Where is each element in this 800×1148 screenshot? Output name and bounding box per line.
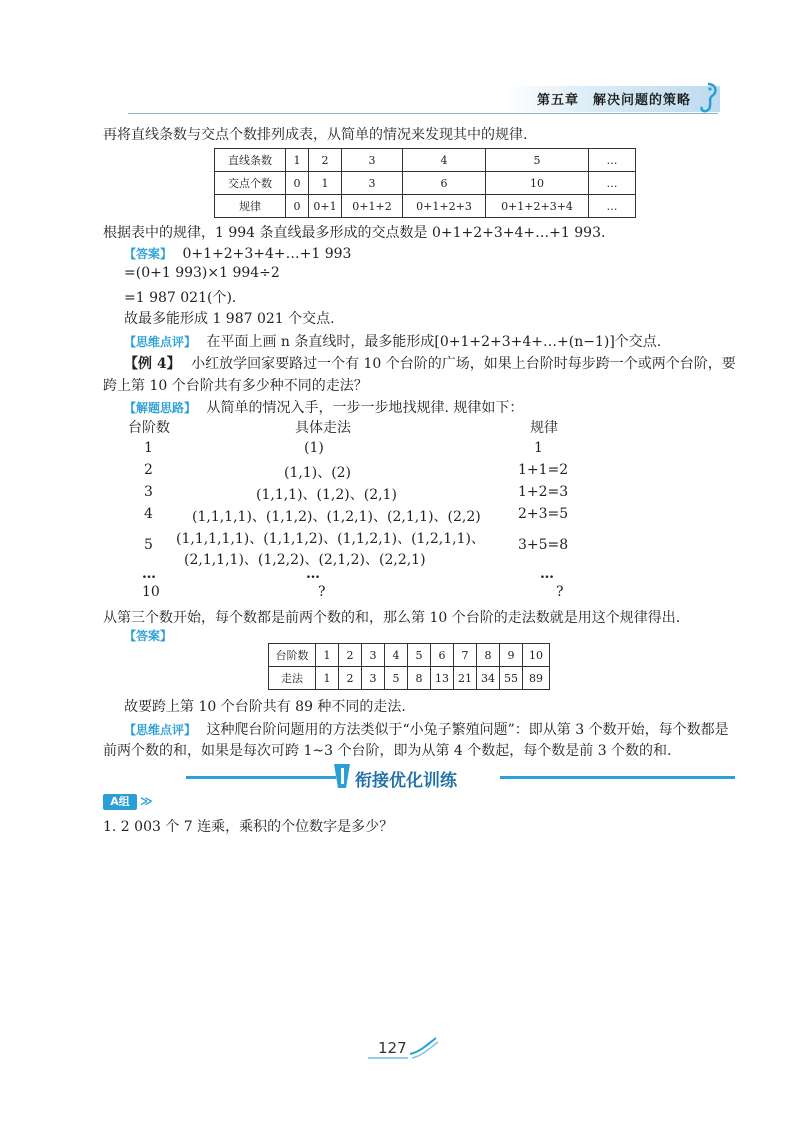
- table-cell: 0+1+2+3+4: [486, 195, 589, 218]
- answer-1: [124, 245, 351, 262]
- table-cell: 34: [477, 667, 500, 690]
- step-rule: 3+5=8: [518, 537, 569, 553]
- table-cell: 10: [486, 172, 589, 195]
- answer-line: 故最多能形成 1 987 021 个交点.: [124, 311, 335, 327]
- table-cell: 4: [385, 644, 408, 667]
- table-cell: 10: [523, 644, 550, 667]
- steps-header-rule: 规律: [530, 420, 558, 436]
- conclusion-2: 从第三个数开始，每个数都是前两个数的和，那么第 10 个台阶的走法数就是用这个规律得出.: [103, 610, 681, 626]
- table-cell: 1: [316, 667, 339, 690]
- solve-approach: [124, 397, 523, 417]
- step-n: …: [142, 566, 156, 582]
- step-rule: …: [540, 566, 554, 582]
- chapter-title: 第五章 解决问题的策略: [537, 93, 692, 108]
- solve-tag: 【解题思路】: [124, 401, 197, 415]
- step-ways: (1,1)、(2): [284, 465, 352, 481]
- comment-text: 这种爬台阶问题用的方法类似于“小兔子繁殖问题”：即从第 3 个数开始，每个数都是: [206, 722, 729, 738]
- step-rule: 1+2=3: [518, 484, 569, 500]
- table-cell: 6: [431, 644, 454, 667]
- group-arrow-icon: ≫: [140, 794, 153, 808]
- table-cell: 台阶数: [269, 644, 316, 667]
- conclusion-3: 故要跨上第 10 个台阶共有 89 种不同的走法.: [124, 699, 406, 715]
- table-cell: 1: [309, 172, 342, 195]
- seahorse-icon: [690, 80, 720, 114]
- table-cell: 9: [500, 644, 523, 667]
- step-ways: …: [306, 566, 320, 582]
- lines-intersections-table: [214, 148, 636, 218]
- step-n: 4: [144, 506, 153, 522]
- table-cell: 走法: [269, 667, 316, 690]
- comment-text: 在平面上画 n 条直线时，最多能形成[0+1+2+3+4+…+(n−1)]个交点.: [206, 334, 662, 350]
- table-cell: 5: [408, 644, 431, 667]
- table-cell: 5: [486, 149, 589, 172]
- table-cell: 21: [454, 667, 477, 690]
- answer-line: =(0+1 993)×1 994÷2: [124, 265, 280, 281]
- table-cell: 规律: [215, 195, 286, 218]
- step-ways: ?: [318, 584, 326, 600]
- comment-2-line2: 前两个数的和，如果是每次可跨 1~3 个台阶，即为从第 4 个数起，每个数是前 3 个数的和.: [103, 743, 672, 759]
- table-cell: 3: [342, 172, 403, 195]
- table-row: [215, 195, 636, 218]
- intro-text: 再将直线条数与交点个数排列成表，从简单的情况来发现其中的规律.: [103, 127, 528, 143]
- step-rule: 2+3=5: [518, 506, 569, 522]
- steps-header-ways: 具体走法: [295, 420, 351, 436]
- header-rule: [128, 113, 718, 114]
- table-cell: 55: [500, 667, 523, 690]
- table-row: [269, 644, 550, 667]
- table-cell: 89: [523, 667, 550, 690]
- answer-2-tag: [124, 627, 172, 644]
- table-row: [269, 667, 550, 690]
- table-cell: 8: [408, 667, 431, 690]
- table-cell: 7: [454, 644, 477, 667]
- step-rule: 1+1=2: [518, 462, 569, 478]
- table-cell: 0: [286, 172, 309, 195]
- table-cell: 交点个数: [215, 172, 286, 195]
- table-cell: 2: [339, 644, 362, 667]
- answer-line: 0+1+2+3+4+…+1 993: [182, 246, 352, 262]
- table-cell: 1: [316, 644, 339, 667]
- step-ways: (1,1,1,1)、(1,1,2)、(1,2,1)、(2,1,1)、(2,2): [192, 509, 481, 525]
- group-a-badge: A组: [103, 794, 137, 810]
- table-cell: …: [589, 149, 636, 172]
- table-row: [215, 172, 636, 195]
- table-cell: 13: [431, 667, 454, 690]
- table-cell: 0+1+2+3: [403, 195, 486, 218]
- example-label: 【例 4】: [124, 356, 181, 372]
- table-cell: 3: [342, 149, 403, 172]
- table-cell: 6: [403, 172, 486, 195]
- step-n: 3: [144, 484, 153, 500]
- pencil-ruler-icon: [330, 762, 354, 790]
- answer-tag: 【答案】: [124, 629, 173, 643]
- table-cell: 0: [286, 195, 309, 218]
- table-cell: …: [589, 195, 636, 218]
- example-4-line1: [124, 353, 736, 373]
- section-rule-left: [186, 776, 336, 779]
- page-wave-icon: [362, 1034, 442, 1060]
- table-cell: 5: [385, 667, 408, 690]
- table-row: [215, 149, 636, 172]
- steps-header-n: 台阶数: [128, 420, 170, 436]
- step-ways: (1): [304, 440, 324, 456]
- comment-tag: 【思维点评】: [124, 335, 197, 349]
- step-ways: (1,1,1)、(1,2)、(2,1): [256, 487, 397, 503]
- table-cell: 0+1+2: [342, 195, 403, 218]
- example-text: 小红放学回家要路过一个有 10 个台阶的广场，如果上台阶时每步跨一个或两个台阶，要: [191, 356, 736, 372]
- step-n: 1: [144, 440, 153, 456]
- step-ways-cont: (2,1,1,1)、(1,2,2)、(2,1,2)、(2,2,1): [184, 552, 426, 568]
- table-cell: 3: [362, 644, 385, 667]
- table-cell: 直线条数: [215, 149, 286, 172]
- answer-line: =1 987 021(个).: [124, 290, 237, 306]
- step-n: 10: [142, 584, 160, 600]
- conclusion-1: 根据表中的规律，1 994 条直线最多形成的交点数是 0+1+2+3+4+…+1 993.: [103, 225, 606, 241]
- section-title: 衔接优化训练: [355, 771, 457, 791]
- answer-tag: 【答案】: [124, 247, 173, 261]
- step-rule: 1: [534, 440, 543, 456]
- page-number: 127: [378, 1039, 407, 1057]
- step-n: 2: [144, 462, 153, 478]
- table-cell: 8: [477, 644, 500, 667]
- table-cell: 2: [339, 667, 362, 690]
- example-4-line2: 跨上第 10 个台阶共有多少种不同的走法？: [103, 378, 368, 394]
- table-cell: …: [589, 172, 636, 195]
- table-cell: 2: [309, 149, 342, 172]
- stairs-ways-table: [268, 643, 550, 690]
- comment-2: [124, 719, 729, 739]
- comment-1: [124, 331, 661, 351]
- table-cell: 3: [362, 667, 385, 690]
- question-1: 1. 2 003 个 7 连乘，乘积的个位数字是多少？: [103, 819, 394, 835]
- table-cell: 1: [286, 149, 309, 172]
- step-n: 5: [144, 537, 153, 553]
- step-rule: ?: [556, 584, 564, 600]
- step-ways: (1,1,1,1,1)、(1,1,1,2)、(1,1,2,1)、(1,2,1,1)、: [176, 531, 485, 547]
- table-cell: 4: [403, 149, 486, 172]
- table-cell: 0+1: [309, 195, 342, 218]
- comment-tag: 【思维点评】: [124, 723, 197, 737]
- section-rule-right: [500, 776, 735, 779]
- solve-text: 从简单的情况入手，一步一步地找规律. 规律如下：: [206, 400, 524, 416]
